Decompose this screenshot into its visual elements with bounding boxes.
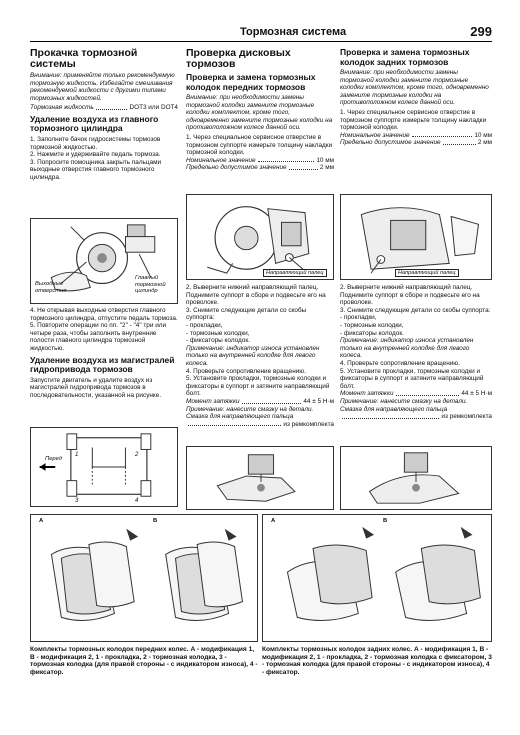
step-3: 3. Попросите помощника закрыть пальцами выходные отверстия главного тормозного цилиндра. (30, 158, 162, 181)
warning-rear-pads: Внимание: при необходимости замены тормозной колодки замените тормозные колодки комплектом, кроме того, одновременно замените тормозные колодки на противоположном колесе данной оси. (340, 69, 489, 107)
front-grease-label: Смазка для направляющего пальца (186, 413, 294, 421)
rear-torque (340, 390, 492, 398)
rear-step-1: 1. Через специальное сервисное отверстие в тормозном суппорте измерьте толщину накладки тормозной колодки. (340, 108, 487, 132)
heading-disc-brakes: Проверка дисковых тормозов (186, 47, 291, 70)
fluid-spec (30, 104, 178, 112)
section-title: Тормозная система (240, 26, 347, 38)
front-step-3a: - прокладки, (186, 321, 223, 329)
front-step-5: 5. Установите прокладки, тормозные колодки и фиксаторы в суппорт и затяните направляющий болт. (186, 375, 330, 398)
page-number: 299 (470, 24, 492, 39)
figure-master-cylinder (30, 218, 178, 304)
column-2-continued (186, 284, 334, 428)
rear-limit (340, 139, 492, 147)
rear-remark-2: Примечание: нанесите смазку на детали. (340, 397, 468, 405)
column-3-continued (340, 284, 492, 421)
front-step-1: 1. Через специальное сервисное отверстие в тормозном суппорте измерьте толщину накладки тормозной колодки. (186, 133, 333, 157)
rear-remark: Примечание: индикатор износа установлен только на внутренней колодке для левого колеса. (340, 337, 474, 360)
caption-rear-pads: Комплекты тормозных колодок задних колес. А - модификация 1, В - модификация 2, 1 - прокладка, 2 - тормозная колодка с фиксатором, 3 - тормозная колодка (для правой стороны - с индикатором износа), 4 - фиксатор. (262, 646, 492, 676)
rear-limit-value: 2 мм (477, 139, 492, 147)
front-step-3c: - фиксаторы колодок. (186, 337, 250, 345)
caption-front-pads: Комплекты тормозных колодок передних колес. А - модификация 1, В - модификация 2, 1 - прокладка, 2 - тормозная колодка, 3 - тормозная колодка (для правой стороны - с индикатором износа), 4 - фиксатор. (30, 646, 258, 676)
label-guide-pin-front: Направляющий палец (263, 269, 327, 277)
rear-nominal-value: 10 мм (474, 131, 492, 139)
front-remark: Примечание: индикатор износа установлен только на внутренней колодке для левого колеса. (186, 344, 320, 367)
front-limit (186, 164, 334, 172)
rear-torque-value: 44 ± 5 Н·м (461, 390, 492, 398)
heading-front-pads: Проверка и замена тормозных колодок передних тормозов (186, 72, 316, 92)
warning-front-pads: Внимание: при необходимости замены тормозной колодки замените тормозные колодки комплектом, кроме того, одновременно замените тормозные колодки на противоположном колесе данной оси. (186, 94, 333, 132)
column-2 (186, 48, 334, 172)
figure-rear-grease (340, 446, 492, 510)
step-5: 5. Повторите операции по пп. "2" - "4" три или четыре раза, чтобы заполнить внутренние полости главного цилиндра тормозной жидкостью. (30, 322, 167, 352)
rear-step-2: 2. Выверните нижний направляющий палец. Поднимите суппорт в сборе и подвесьте его на проволоке. (340, 284, 480, 307)
label-guide-pin-rear: Направляющий палец (395, 269, 459, 277)
letter-b-rear: B (383, 518, 388, 524)
letter-a-rear: A (271, 518, 276, 524)
heading-lines-bleeding: Удаление воздуха из магистралей гидропривода тормозов (30, 354, 175, 375)
rear-step-3c: - фиксаторы колодок. (340, 329, 404, 337)
front-step-4: 4. Проверьте сопротивление вращению. (186, 367, 306, 375)
rear-step-4: 4. Проверьте сопротивление вращению. (340, 359, 460, 367)
step-2: 2. Нажмите и удерживайте педаль тормоза. (30, 151, 161, 159)
page-header (30, 26, 492, 42)
front-torque-value: 44 ± 5 Н·м (303, 397, 334, 405)
figure-bleeding-order (30, 427, 178, 507)
heading-master-cylinder: Удаление воздуха из главного тормозного цилиндра (30, 113, 159, 134)
label-master-cylinder: Главный тормозной цилиндр (135, 275, 166, 295)
rear-grease (340, 413, 492, 421)
label-front: Перед (45, 456, 63, 462)
front-step-3b: - тормозные колодки, (186, 329, 250, 337)
front-limit-value: 2 мм (319, 164, 334, 172)
front-step-3: 3. Снимите следующие детали со скобы суппорта: (186, 306, 307, 322)
front-nominal-label: Номинальное значение (186, 156, 256, 164)
front-torque (186, 398, 334, 406)
warning-fluid: Внимание: применяйте только рекомендуемую тормозную жидкость. Избегайте смешивания рекомендуемой жидкости с другими типами тормозных жидкостей. (30, 72, 175, 102)
bleeding-text: Запустите двигатель и удалите воздух из магистралей гидропривода тормозов в последовательности, указанной на рисунке. (30, 376, 162, 399)
fluid-value: DOT3 или DOT4 (129, 104, 178, 112)
step-4: 4. Не открывая выходные отверстия главного тормозного цилиндра, отпустите педаль тормоза. (30, 307, 178, 322)
rear-nominal-label: Номинальное значение (340, 131, 410, 139)
rear-step-3b: - тормозные колодки, (340, 321, 404, 329)
figure-rear-caliper (340, 194, 492, 280)
rear-limit-label: Предельно допустимое значение (340, 139, 441, 147)
rear-step-3: 3. Снимите следующие детали со скобы суппорта: (340, 306, 491, 314)
mark-3: 3 (75, 498, 79, 504)
rear-step-3a: - прокладки, (340, 314, 377, 322)
rear-grease-label: Смазка для направляющего пальца (340, 405, 448, 413)
front-step-2: 2. Выверните нижний направляющий палец. Поднимите суппорт в сборе и подвесьте его на проволоке. (186, 284, 326, 307)
step-1: 1. Заполните бачок гидросистемы тормозов тормозной жидкостью. (30, 135, 161, 151)
letter-a-front: A (39, 518, 44, 524)
front-grease-value: из ремкомплекта (283, 420, 334, 428)
front-grease (186, 421, 334, 429)
front-remark-2: Примечание: нанесите смазку на детали. (186, 405, 314, 413)
rear-grease-value: из ремкомплекта (441, 413, 492, 421)
mark-1: 1 (75, 452, 79, 458)
mark-4: 4 (135, 498, 139, 504)
column-1-continued (30, 307, 178, 399)
front-nominal-value: 10 мм (316, 156, 334, 164)
letter-b-front: B (153, 518, 158, 524)
rear-torque-label: Момент затяжки (340, 390, 394, 398)
fluid-label: Тормозная жидкость (30, 104, 94, 112)
heading-rear-pads: Проверка и замена тормозных колодок задних тормозов (340, 47, 470, 67)
label-outlets: Выходные отверстия (35, 281, 67, 294)
rear-step-5: 5. Установите прокладки, тормозные колодки и фиксаторы в суппорт и затяните направляющий болт. (340, 367, 484, 390)
column-3 (340, 48, 492, 147)
figure-front-grease (186, 446, 334, 510)
heading-brake-bleeding: Прокачка тормозной системы (30, 47, 138, 70)
figure-front-pad-kits (30, 514, 258, 642)
mark-2: 2 (135, 452, 139, 458)
figure-front-caliper (186, 194, 334, 280)
figure-rear-pad-kits (262, 514, 492, 642)
front-torque-label: Момент затяжки (186, 397, 240, 405)
column-1 (30, 48, 178, 182)
front-limit-label: Предельно допустимое значение (186, 164, 287, 172)
